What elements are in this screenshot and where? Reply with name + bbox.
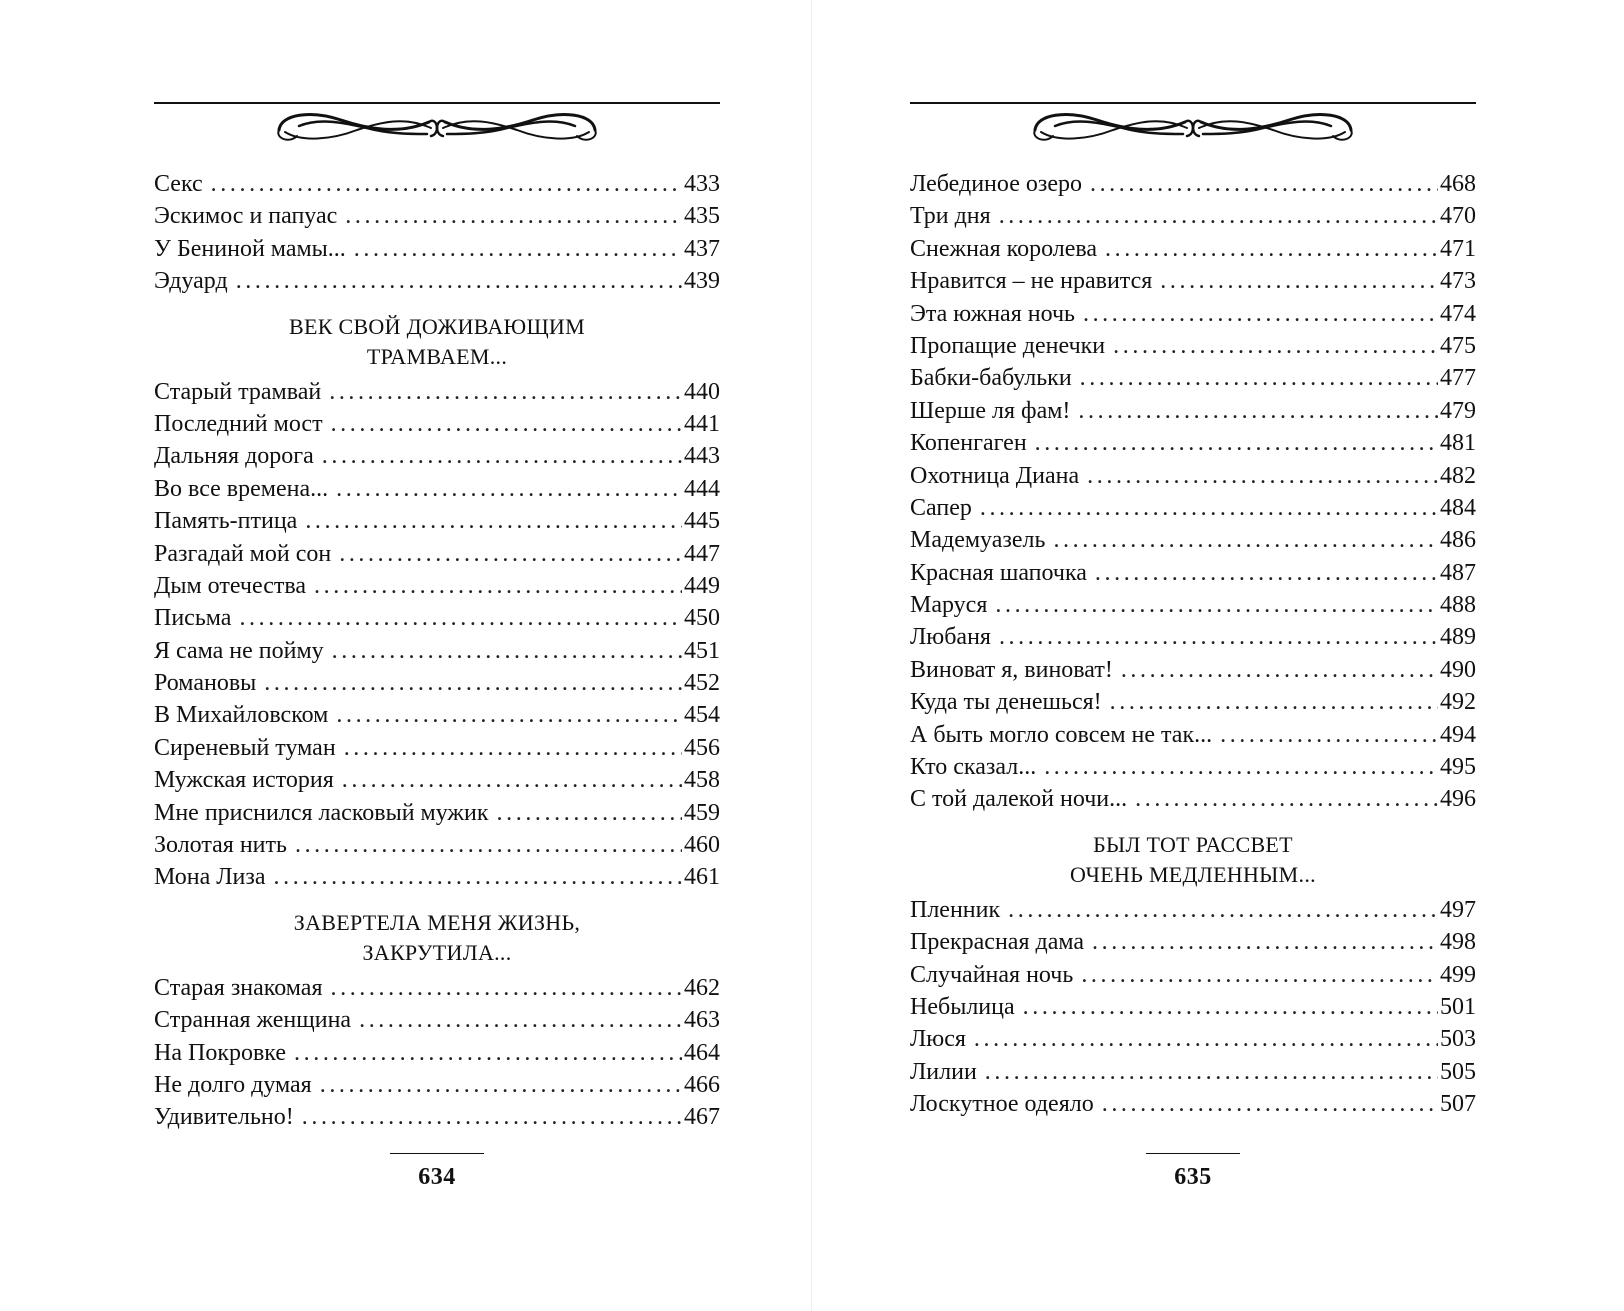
toc-entry[interactable] bbox=[154, 1004, 720, 1036]
dot-leader bbox=[999, 621, 1438, 653]
entry-page: 439 bbox=[684, 268, 720, 295]
dot-leader bbox=[339, 538, 682, 570]
entry-title: Старая знакомая bbox=[154, 972, 331, 1004]
entry-title: Разгадай мой сон bbox=[154, 538, 339, 570]
toc-entry[interactable] bbox=[154, 1037, 720, 1069]
dot-leader bbox=[1035, 427, 1438, 459]
entry-title: Не долго думая bbox=[154, 1069, 320, 1101]
entry-title: Красная шапочка bbox=[910, 557, 1095, 589]
dot-leader bbox=[1053, 524, 1438, 556]
entry-title: Сапер bbox=[910, 492, 980, 524]
entry-title: Старый трамвай bbox=[154, 376, 329, 408]
entry-page: 489 bbox=[1440, 624, 1476, 651]
entry-title: Эта южная ночь bbox=[910, 298, 1083, 330]
entry-title: Лоскутное одеяло bbox=[910, 1088, 1102, 1120]
entry-title: Удивительно! bbox=[154, 1101, 302, 1133]
folio-rule bbox=[390, 1153, 484, 1154]
toc-entry[interactable] bbox=[910, 233, 1476, 265]
toc-entry[interactable] bbox=[910, 751, 1476, 783]
section-heading bbox=[154, 908, 720, 968]
left-toc-content bbox=[154, 100, 720, 1134]
toc-entry[interactable] bbox=[154, 667, 720, 699]
toc-entry[interactable] bbox=[910, 265, 1476, 297]
entry-page: 507 bbox=[1440, 1091, 1476, 1118]
dot-leader bbox=[999, 200, 1438, 232]
entry-page: 503 bbox=[1440, 1026, 1476, 1053]
toc-entry[interactable] bbox=[910, 1056, 1476, 1088]
dot-leader bbox=[329, 376, 682, 408]
toc-entry[interactable] bbox=[910, 200, 1476, 232]
entry-page: 458 bbox=[684, 767, 720, 794]
section-heading-line: ОЧЕНЬ МЕДЛЕННЫМ... bbox=[1070, 861, 1316, 887]
header-ornament bbox=[154, 100, 720, 148]
dot-leader bbox=[294, 1037, 682, 1069]
entry-title: Три дня bbox=[910, 200, 999, 232]
entry-page: 466 bbox=[684, 1071, 720, 1098]
page-number-text: 635 bbox=[1174, 1164, 1212, 1190]
section-heading bbox=[154, 312, 720, 372]
toc-entry[interactable] bbox=[910, 894, 1476, 926]
entry-title: Дым отечества bbox=[154, 570, 314, 602]
entry-page: 441 bbox=[684, 410, 720, 437]
dot-leader bbox=[1105, 233, 1438, 265]
toc-entry[interactable] bbox=[154, 1069, 720, 1101]
toc-entry[interactable] bbox=[154, 602, 720, 634]
dot-leader bbox=[331, 408, 682, 440]
entry-title: Эскимос и папуас bbox=[154, 200, 345, 232]
toc-entry[interactable] bbox=[910, 362, 1476, 394]
entry-title: Я сама не пойму bbox=[154, 635, 332, 667]
entry-title: Люся bbox=[910, 1023, 974, 1055]
entry-page: 437 bbox=[684, 235, 720, 262]
entry-page: 505 bbox=[1440, 1058, 1476, 1085]
dot-leader bbox=[274, 861, 683, 893]
dot-leader bbox=[1090, 168, 1438, 200]
entry-page: 484 bbox=[1440, 494, 1476, 521]
header-ornament bbox=[910, 100, 1476, 148]
entry-page: 449 bbox=[684, 572, 720, 599]
entry-title: Пропащие денечки bbox=[910, 330, 1113, 362]
dot-leader bbox=[1095, 557, 1438, 589]
entry-page: 496 bbox=[1440, 786, 1476, 813]
entry-page: 447 bbox=[684, 540, 720, 567]
toc-list bbox=[154, 168, 720, 1134]
entry-title: Мужская история bbox=[154, 764, 342, 796]
toc-entry[interactable] bbox=[910, 492, 1476, 524]
toc-entry[interactable] bbox=[910, 330, 1476, 362]
entry-page: 486 bbox=[1440, 527, 1476, 554]
page-number bbox=[910, 1153, 1476, 1191]
entry-page: 482 bbox=[1440, 462, 1476, 489]
toc-list bbox=[910, 168, 1476, 1121]
entry-title: Охотница Диана bbox=[910, 460, 1087, 492]
dot-leader bbox=[1081, 959, 1438, 991]
toc-entry[interactable] bbox=[910, 719, 1476, 751]
entry-title: Лебединое озеро bbox=[910, 168, 1090, 200]
dot-leader bbox=[1087, 460, 1438, 492]
entry-page: 468 bbox=[1440, 171, 1476, 197]
entry-title: Небылица bbox=[910, 991, 1023, 1023]
section-heading-line: ВЕК СВОЙ ДОЖИВАЮЩИМ bbox=[289, 313, 585, 339]
toc-entry[interactable] bbox=[154, 861, 720, 893]
entry-page: 463 bbox=[684, 1007, 720, 1034]
dot-leader bbox=[1160, 265, 1438, 297]
toc-entry[interactable] bbox=[910, 460, 1476, 492]
entry-page: 470 bbox=[1440, 203, 1476, 230]
dot-leader bbox=[1102, 1088, 1438, 1120]
toc-entry[interactable] bbox=[910, 168, 1476, 200]
toc-entry[interactable] bbox=[910, 1088, 1476, 1120]
dot-leader bbox=[1110, 686, 1438, 718]
toc-entry[interactable] bbox=[154, 376, 720, 408]
section-heading-line: ЗАВЕРТЕЛА МЕНЯ ЖИЗНЬ, bbox=[293, 909, 581, 935]
toc-entry[interactable] bbox=[154, 699, 720, 731]
toc-entry[interactable] bbox=[154, 505, 720, 537]
dot-leader bbox=[322, 440, 682, 472]
entry-page: 450 bbox=[684, 605, 720, 632]
entry-title: Эдуард bbox=[154, 265, 236, 297]
toc-entry[interactable] bbox=[910, 621, 1476, 653]
dot-leader bbox=[236, 265, 682, 297]
entry-page: 462 bbox=[684, 974, 720, 1001]
dot-leader bbox=[1008, 894, 1438, 926]
toc-entry[interactable] bbox=[910, 991, 1476, 1023]
dot-leader bbox=[211, 168, 682, 200]
entry-title: Лилии bbox=[910, 1056, 985, 1088]
entry-title: На Покровке bbox=[154, 1037, 294, 1069]
toc-entry[interactable] bbox=[154, 829, 720, 861]
entry-page: 459 bbox=[684, 799, 720, 826]
dot-leader bbox=[332, 635, 682, 667]
dot-leader bbox=[1023, 991, 1438, 1023]
toc-entry[interactable] bbox=[154, 570, 720, 602]
entry-page: 435 bbox=[684, 203, 720, 230]
entry-page: 471 bbox=[1440, 235, 1476, 262]
toc-entry[interactable] bbox=[154, 440, 720, 472]
entry-page: 433 bbox=[684, 171, 720, 197]
flourish-icon bbox=[271, 104, 603, 146]
entry-page: 497 bbox=[1440, 896, 1476, 923]
entry-title: Мадемуазель bbox=[910, 524, 1053, 556]
dot-leader bbox=[974, 1023, 1438, 1055]
entry-page: 445 bbox=[684, 508, 720, 535]
entry-title: Секс bbox=[154, 168, 211, 200]
dot-leader bbox=[342, 764, 682, 796]
entry-page: 498 bbox=[1440, 929, 1476, 956]
entry-title: Копенгаген bbox=[910, 427, 1035, 459]
folio-rule bbox=[1146, 1153, 1240, 1154]
dot-leader bbox=[331, 972, 683, 1004]
entry-page: 494 bbox=[1440, 721, 1476, 748]
toc-entry[interactable] bbox=[154, 635, 720, 667]
entry-title: У Бениной мамы... bbox=[154, 233, 354, 265]
entry-page: 464 bbox=[684, 1039, 720, 1066]
dot-leader bbox=[239, 602, 682, 634]
entry-page: 487 bbox=[1440, 559, 1476, 586]
entry-page: 495 bbox=[1440, 754, 1476, 781]
entry-title: Любаня bbox=[910, 621, 999, 653]
toc-entry[interactable] bbox=[154, 265, 720, 297]
dot-leader bbox=[1135, 783, 1438, 815]
entry-page: 481 bbox=[1440, 430, 1476, 457]
toc-entry[interactable] bbox=[910, 686, 1476, 718]
dot-leader bbox=[1092, 926, 1438, 958]
dot-leader bbox=[305, 505, 682, 537]
dot-leader bbox=[1121, 654, 1438, 686]
toc-entry[interactable] bbox=[910, 926, 1476, 958]
section-heading-line: ЗАКРУТИЛА... bbox=[362, 939, 512, 965]
toc-entry[interactable] bbox=[154, 168, 720, 200]
toc-entry[interactable] bbox=[910, 589, 1476, 621]
dot-leader bbox=[980, 492, 1438, 524]
entry-title: Романовы bbox=[154, 667, 264, 699]
toc-entry[interactable] bbox=[154, 797, 720, 829]
toc-entry[interactable] bbox=[154, 538, 720, 570]
toc-entry[interactable] bbox=[910, 298, 1476, 330]
entry-title: Шерше ля фам! bbox=[910, 395, 1078, 427]
dot-leader bbox=[995, 589, 1438, 621]
entry-title: Золотая нить bbox=[154, 829, 295, 861]
entry-title: Письма bbox=[154, 602, 239, 634]
dot-leader bbox=[1220, 719, 1438, 751]
dot-leader bbox=[314, 570, 682, 602]
entry-page: 490 bbox=[1440, 656, 1476, 683]
dot-leader bbox=[985, 1056, 1438, 1088]
dot-leader bbox=[354, 233, 682, 265]
flourish-icon bbox=[1027, 104, 1359, 146]
dot-leader bbox=[320, 1069, 682, 1101]
entry-page: 452 bbox=[684, 670, 720, 697]
toc-entry[interactable] bbox=[154, 1101, 720, 1133]
toc-entry[interactable] bbox=[910, 1023, 1476, 1055]
entry-title: Пленник bbox=[910, 894, 1008, 926]
dot-leader bbox=[336, 699, 682, 731]
right-page bbox=[812, 0, 1624, 1311]
entry-title: Мне приснился ласковый мужик bbox=[154, 797, 497, 829]
entry-page: 456 bbox=[684, 734, 720, 761]
toc-entry[interactable] bbox=[910, 395, 1476, 427]
entry-title: Дальняя дорога bbox=[154, 440, 322, 472]
entry-page: 443 bbox=[684, 443, 720, 470]
toc-entry[interactable] bbox=[154, 200, 720, 232]
entry-title: Маруся bbox=[910, 589, 995, 621]
entry-title: Кто сказал... bbox=[910, 751, 1044, 783]
entry-title: Куда ты денешься! bbox=[910, 686, 1110, 718]
toc-entry[interactable] bbox=[910, 427, 1476, 459]
toc-entry[interactable] bbox=[910, 783, 1476, 815]
dot-leader bbox=[295, 829, 682, 861]
dot-leader bbox=[302, 1101, 682, 1133]
toc-entry[interactable] bbox=[154, 408, 720, 440]
page-number-text: 634 bbox=[418, 1164, 456, 1190]
section-heading-line: ТРАМВАЕМ... bbox=[366, 343, 508, 369]
toc-entry[interactable] bbox=[154, 732, 720, 764]
entry-page: 461 bbox=[684, 864, 720, 891]
entry-page: 440 bbox=[684, 378, 720, 405]
entry-title: Память-птица bbox=[154, 505, 305, 537]
entry-title: Нравится – не нравится bbox=[910, 265, 1160, 297]
entry-page: 454 bbox=[684, 702, 720, 729]
entry-page: 460 bbox=[684, 832, 720, 859]
entry-title: В Михайловском bbox=[154, 699, 336, 731]
right-toc-content bbox=[910, 100, 1476, 1121]
entry-title: Прекрасная дама bbox=[910, 926, 1092, 958]
entry-title: А быть могло совсем не так... bbox=[910, 719, 1220, 751]
toc-entry[interactable] bbox=[154, 473, 720, 505]
toc-entry[interactable] bbox=[154, 233, 720, 265]
dot-leader bbox=[1044, 751, 1438, 783]
dot-leader bbox=[264, 667, 682, 699]
entry-page: 475 bbox=[1440, 332, 1476, 359]
entry-page: 467 bbox=[684, 1104, 720, 1131]
dot-leader bbox=[1083, 298, 1438, 330]
toc-entry[interactable] bbox=[910, 524, 1476, 556]
entry-title: Снежная королева bbox=[910, 233, 1105, 265]
dot-leader bbox=[497, 797, 682, 829]
section-heading bbox=[910, 830, 1476, 890]
toc-entry[interactable] bbox=[154, 972, 720, 1004]
entry-page: 501 bbox=[1440, 993, 1476, 1020]
entry-title: Случайная ночь bbox=[910, 959, 1081, 991]
entry-title: Во все времена... bbox=[154, 473, 336, 505]
entry-page: 474 bbox=[1440, 300, 1476, 327]
dot-leader bbox=[359, 1004, 682, 1036]
dot-leader bbox=[344, 732, 682, 764]
entry-title: Виноват я, виноват! bbox=[910, 654, 1121, 686]
entry-title: Странная женщина bbox=[154, 1004, 359, 1036]
entry-page: 488 bbox=[1440, 592, 1476, 619]
entry-page: 479 bbox=[1440, 397, 1476, 424]
entry-title: Мона Лиза bbox=[154, 861, 274, 893]
entry-title: Бабки-бабульки bbox=[910, 362, 1080, 394]
section-heading-line: БЫЛ ТОТ РАССВЕТ bbox=[1093, 831, 1293, 857]
entry-title: Последний мост bbox=[154, 408, 331, 440]
dot-leader bbox=[345, 200, 682, 232]
toc-entry[interactable] bbox=[154, 764, 720, 796]
entry-title: Сиреневый туман bbox=[154, 732, 344, 764]
entry-page: 492 bbox=[1440, 689, 1476, 716]
entry-page: 451 bbox=[684, 637, 720, 664]
entry-page: 473 bbox=[1440, 268, 1476, 295]
toc-entry[interactable] bbox=[910, 959, 1476, 991]
page-number bbox=[154, 1153, 720, 1191]
dot-leader bbox=[1080, 362, 1438, 394]
dot-leader bbox=[1113, 330, 1438, 362]
entry-title: С той далекой ночи... bbox=[910, 783, 1135, 815]
dot-leader bbox=[1078, 395, 1438, 427]
dot-leader bbox=[336, 473, 682, 505]
toc-entry[interactable] bbox=[910, 557, 1476, 589]
toc-entry[interactable] bbox=[910, 654, 1476, 686]
entry-page: 499 bbox=[1440, 961, 1476, 988]
entry-page: 477 bbox=[1440, 365, 1476, 392]
entry-page: 444 bbox=[684, 475, 720, 502]
